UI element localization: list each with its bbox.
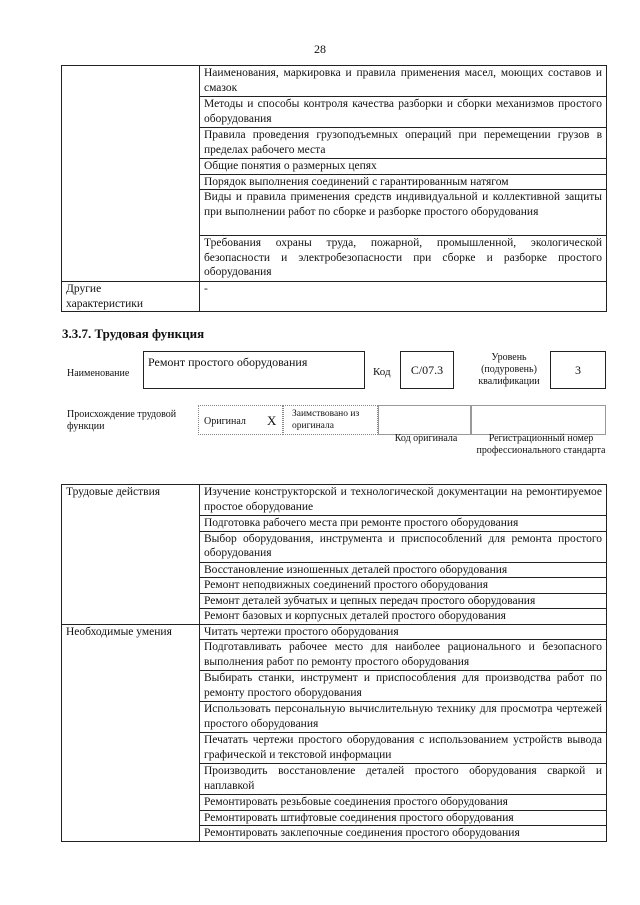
skill-item: Выбирать станки, инструмент и приспособления для производства работ по ремонту простого оборудования xyxy=(200,671,607,702)
function-table xyxy=(61,484,607,842)
level-value-box xyxy=(550,351,606,389)
table-row xyxy=(62,66,607,97)
skill-item: Ремонтировать заклепочные соединения простого оборудования xyxy=(200,826,607,842)
function-name: Ремонт простого оборудования xyxy=(148,355,308,369)
knowledge-item: Общие понятия о размерных цепях xyxy=(200,159,607,175)
skill-item: Читать чертежи простого оборудования xyxy=(200,624,607,640)
other-characteristics-value: - xyxy=(200,282,607,312)
action-item: Восстановление изношенных деталей простого оборудования xyxy=(200,562,607,578)
table-row xyxy=(62,282,607,312)
code-original-box xyxy=(378,405,471,435)
skill-item: Использовать персональную вычислительную технику для просмотра чертежей простого оборудования xyxy=(200,702,607,733)
other-characteristics-label: Другие характеристики xyxy=(62,282,200,312)
action-item: Изучение конструкторской и технологической документации на ремонтируемое простое оборудование xyxy=(200,485,607,516)
skill-item: Ремонтировать резьбовые соединения простого оборудования xyxy=(200,795,607,811)
left-label-cell xyxy=(62,66,200,282)
page-number: 28 xyxy=(314,42,326,56)
reg-number-box xyxy=(471,405,606,435)
name-value-box xyxy=(143,351,365,389)
function-code: С/07.3 xyxy=(410,362,444,377)
borrowed-cell xyxy=(283,405,378,435)
skill-item: Производить восстановление деталей простого оборудования сваркой и наплавкой xyxy=(200,764,607,795)
code-value-box xyxy=(400,351,454,389)
knowledge-item: Порядок выполнения соединений с гарантированным натягом xyxy=(200,174,607,190)
name-label: Наименование xyxy=(67,368,130,379)
action-item: Подготовка рабочего места при ремонте простого оборудования xyxy=(200,516,607,532)
action-item: Ремонт базовых и корпусных деталей простого оборудования xyxy=(200,609,607,625)
knowledge-item: Методы и способы контроля качества разборки и сборки механизмов простого оборудования xyxy=(200,97,607,128)
code-original-label: Код оригинала xyxy=(394,433,458,444)
skill-item: Печатать чертежи простого оборудования с использованием устройств вывода графической и текстовой информации xyxy=(200,733,607,764)
action-item: Выбор оборудования, инструмента и приспособлений для ремонта простого оборудования xyxy=(200,531,607,562)
skill-item: Ремонтировать штифтовые соединения простого оборудования xyxy=(200,810,607,826)
knowledge-item: Правила проведения грузоподъемных операций при перемещении грузов в пределах рабочего места xyxy=(200,128,607,159)
table-row xyxy=(62,624,607,640)
section-heading: 3.3.7. Трудовая функция xyxy=(62,326,205,341)
original-cell xyxy=(198,405,283,435)
skills-label: Необходимые умения xyxy=(62,624,200,841)
knowledge-item: Виды и правила применения средств индивидуальной и коллективной защиты при выполнении работ по сборке и разборке простого оборудования xyxy=(200,190,607,236)
original-mark: X xyxy=(267,413,277,428)
knowledge-table xyxy=(61,65,607,312)
origin-label: Происхождение трудовой функции xyxy=(67,409,177,432)
skill-item: Подготавливать рабочее место для наиболее рационального и безопасного выполнения работ по ремонту простого оборудования xyxy=(200,640,607,671)
action-item: Ремонт неподвижных соединений простого оборудования xyxy=(200,578,607,594)
qualification-level: 3 xyxy=(575,362,581,377)
actions-label: Трудовые действия xyxy=(62,485,200,625)
original-label: Оригинал xyxy=(204,416,246,427)
borrowed-label: Заимствовано из оригинала xyxy=(292,409,360,431)
knowledge-item: Наименования, маркировка и правила применения масел, моющих составов и смазок xyxy=(200,66,607,97)
action-item: Ремонт деталей зубчатых и цепных передач простого оборудования xyxy=(200,593,607,609)
table-row xyxy=(62,485,607,516)
code-label: Код xyxy=(373,366,391,378)
reg-number-label: Регистрационный номер профессионального стандарта xyxy=(476,433,606,456)
level-label: Уровень (подуровень) квалификации xyxy=(478,352,540,387)
knowledge-item: Требования охраны труда, пожарной, промышленной, экологической безопасности и электробезопасности при сборке и разборке простого оборудования xyxy=(200,236,607,282)
